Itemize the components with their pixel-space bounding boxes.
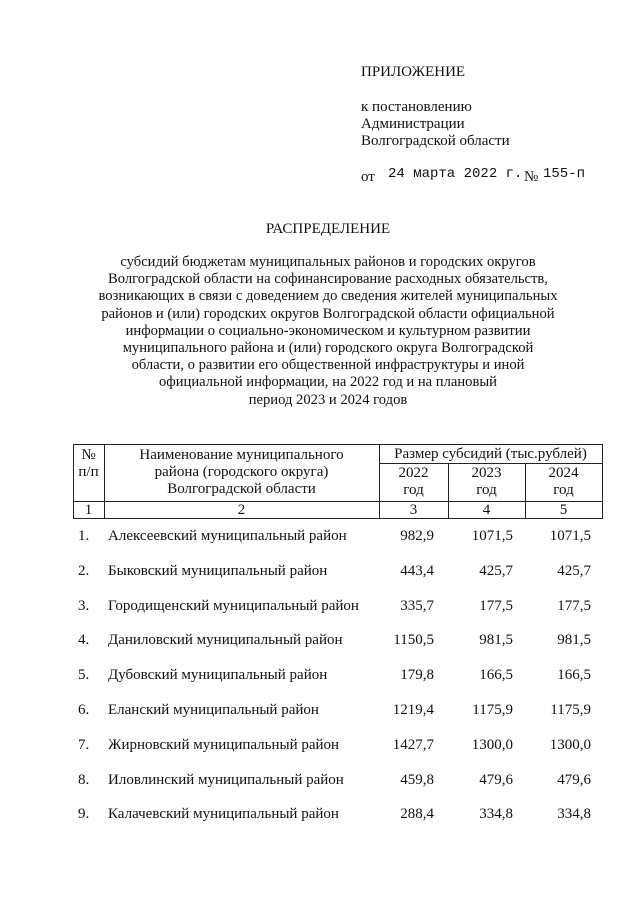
row-number: 4.: [78, 632, 90, 648]
value-2023: 1300,0: [471, 737, 513, 753]
value-2023: 1071,5: [471, 528, 513, 544]
table-row: [0, 702, 640, 722]
value-2024: 981,5: [557, 632, 591, 648]
decree-line-3: Волгоградской области: [361, 133, 510, 149]
district-name: Алексеевский муниципальный район: [108, 528, 347, 544]
row-number: 2.: [78, 563, 90, 579]
header-year-2023-suffix: год: [476, 482, 497, 498]
row-number: 1.: [78, 528, 90, 544]
index-cell: 2: [237, 502, 246, 518]
header-num-line1: №: [81, 447, 96, 463]
value-2024: 177,5: [557, 598, 591, 614]
district-name: Даниловский муниципальный район: [108, 632, 343, 648]
index-cell: 3: [409, 502, 418, 518]
row-number: 8.: [78, 772, 90, 788]
value-2022: 288,4: [400, 806, 434, 822]
description-line: субсидий бюджетам муниципальных районов и городских округов: [120, 254, 536, 270]
value-2024: 1300,0: [549, 737, 591, 753]
value-2023: 425,7: [479, 563, 513, 579]
table-row: [0, 772, 640, 792]
header-year-2024: 2024: [548, 465, 579, 481]
date-prefix: от: [361, 169, 375, 185]
header-year-2023: 2023: [471, 465, 502, 481]
decree-line-2: Администрации: [361, 116, 465, 132]
document-title: РАСПРЕДЕЛЕНИЕ: [265, 221, 391, 237]
value-2024: 334,8: [557, 806, 591, 822]
document-description: [70, 254, 586, 409]
table-row: [0, 598, 640, 618]
header-year-2024-suffix: год: [553, 482, 574, 498]
table-row: [0, 667, 640, 687]
district-name: Жирновский муниципальный район: [108, 737, 340, 753]
description-line: области, о развитии его общественной инфраструктуры и иной: [131, 357, 525, 374]
header-year-2022: 2022: [398, 465, 429, 481]
value-2023: 334,8: [479, 806, 513, 822]
description-line: Волгоградской области на софинансирование расходных обязательств,: [108, 271, 548, 288]
value-2022: 1150,5: [393, 632, 434, 648]
decree-number: 155-п: [543, 166, 586, 182]
header-name-line1: Наименование муниципального: [139, 447, 344, 463]
row-number: 5.: [78, 667, 90, 683]
value-2023: 1175,9: [472, 702, 513, 718]
row-number: 3.: [78, 598, 90, 614]
district-name: Еланский муниципальный район: [108, 702, 319, 718]
description-line: информации о социально-экономическом и культурном развитии: [125, 322, 531, 339]
value-2023: 981,5: [479, 632, 513, 648]
table-row: [0, 737, 640, 757]
index-cell: 5: [559, 502, 568, 518]
value-2024: 425,7: [557, 563, 591, 579]
value-2022: 459,8: [400, 772, 434, 788]
value-2022: 443,4: [400, 563, 434, 579]
decree-date: 24 марта 2022 г.: [388, 166, 523, 182]
row-number: 6.: [78, 702, 90, 718]
number-sign: №: [524, 169, 539, 185]
table-row: [0, 528, 640, 548]
value-2023: 177,5: [479, 598, 513, 614]
value-2022: 1427,7: [392, 737, 434, 753]
header-year-2022-suffix: год: [403, 482, 424, 498]
value-2024: 166,5: [557, 667, 591, 683]
value-2023: 166,5: [479, 667, 513, 683]
header-name-line2: района (городского округа): [154, 464, 329, 480]
description-line: возникающих в связи с доведением до сведения жителей муниципальных: [98, 288, 558, 305]
appendix-label: ПРИЛОЖЕНИЕ: [361, 64, 466, 80]
description-line: муниципального района и (или) городского округа Волгоградской: [122, 340, 534, 357]
header-subsidy-group: Размер субсидий (тыс.рублей): [394, 446, 587, 462]
row-number: 9.: [78, 806, 90, 822]
district-name: Городищенский муниципальный район: [108, 598, 359, 614]
index-cell: 1: [84, 502, 93, 518]
row-number: 7.: [78, 737, 90, 753]
value-2022: 982,9: [400, 528, 434, 544]
value-2024: 1175,9: [550, 702, 591, 718]
value-2022: 1219,4: [392, 702, 434, 718]
header-num-line2: п/п: [78, 464, 99, 480]
value-2024: 479,6: [557, 772, 591, 788]
table-row: [0, 563, 640, 583]
header-name-line3: Волгоградской области: [167, 481, 316, 497]
index-cell: 4: [482, 502, 491, 518]
value-2022: 335,7: [400, 598, 434, 614]
value-2024: 1071,5: [549, 528, 591, 544]
value-2022: 179,8: [400, 667, 434, 683]
decree-line-1: к постановлению: [361, 99, 472, 115]
table-row: [0, 632, 640, 652]
value-2023: 479,6: [479, 772, 513, 788]
description-line: официальной информации, на 2022 год и на плановый: [158, 374, 497, 391]
district-name: Дубовский муниципальный район: [108, 667, 328, 683]
district-name: Быковский муниципальный район: [108, 563, 328, 579]
description-line: районов и (или) городских округов Волгоградской области официальной: [101, 305, 555, 322]
table-row: [0, 806, 640, 826]
district-name: Иловлинский муниципальный район: [108, 772, 344, 788]
description-line: период 2023 и 2024 годов: [248, 391, 408, 408]
district-name: Калачевский муниципальный район: [108, 806, 339, 822]
